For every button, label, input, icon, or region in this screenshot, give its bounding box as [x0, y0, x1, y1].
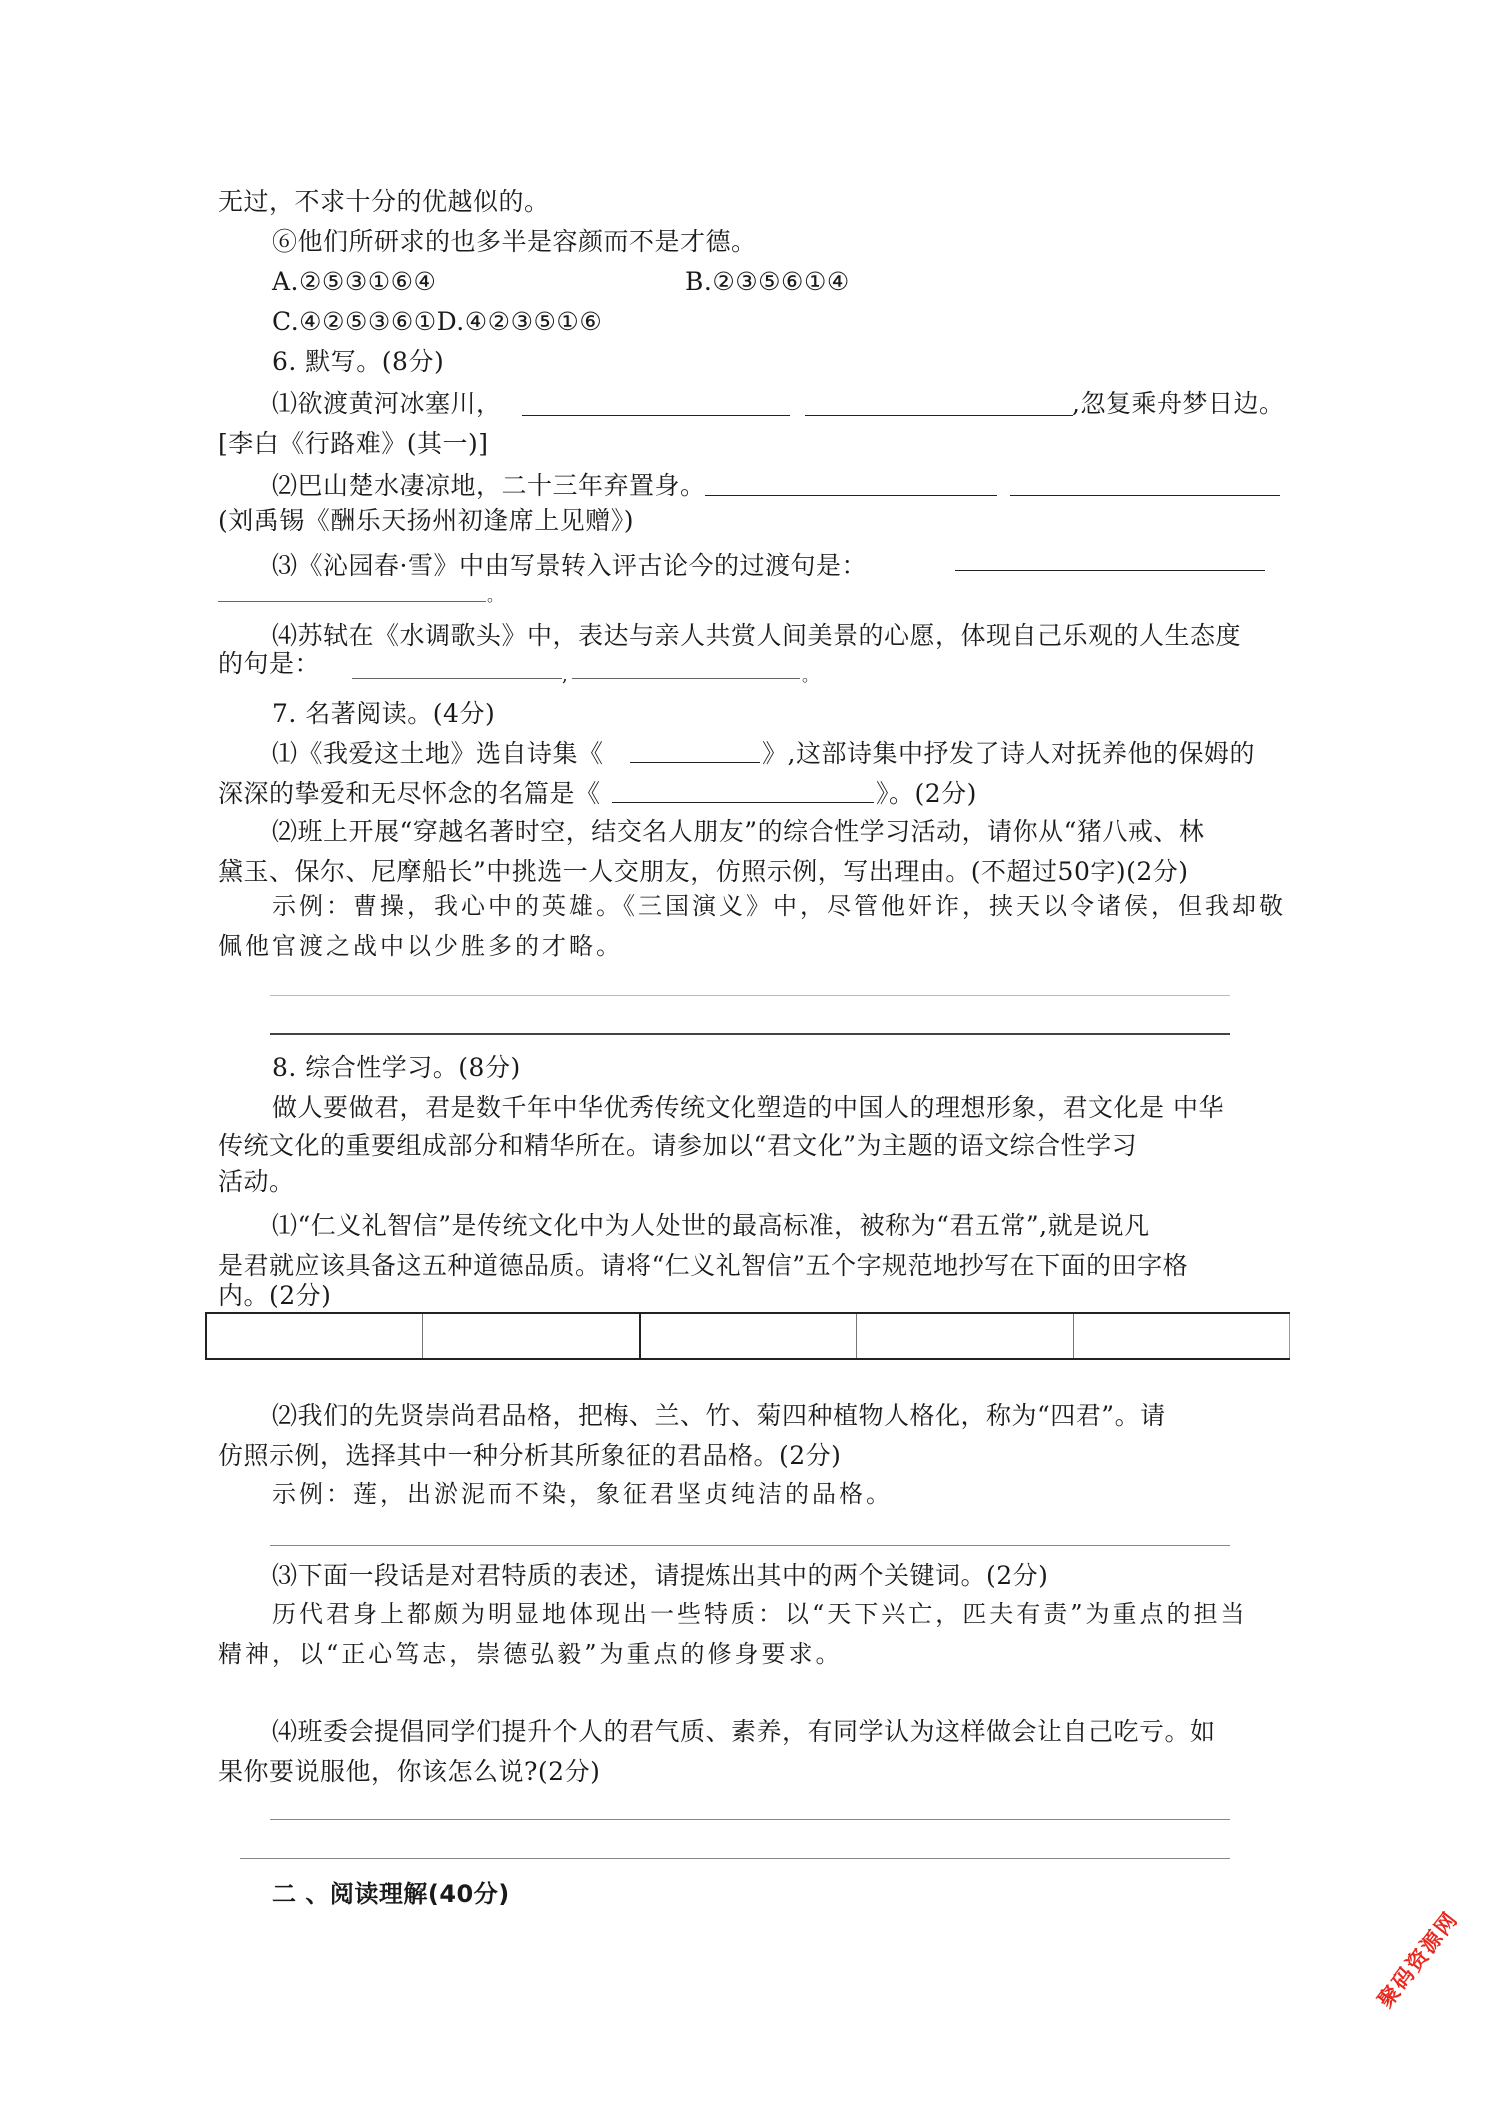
q7-p1-blank-1[interactable] — [630, 762, 760, 763]
q5-option-cd: C.④②⑤③⑥①D.④②③⑤①⑥ — [272, 307, 603, 336]
q8-title: 8. 综合性学习。(8分) — [272, 1053, 521, 1082]
q5-option-a: A.②⑤③①⑥④ — [272, 267, 437, 296]
q8-p2-answer-line[interactable] — [270, 1545, 1230, 1546]
q8-intro-line3: 活动。 — [218, 1167, 295, 1196]
q7-p1-c: 深深的挚爱和无尽怀念的名篇是《 — [218, 779, 601, 808]
q7-p1-d: 》。(2分) — [876, 779, 977, 808]
q5-option-b: B.②③⑤⑥①④ — [685, 267, 850, 296]
section-2-title: 二 、阅读理解(40分) — [272, 1880, 510, 1908]
q8-p4-line1: ⑷班委会提倡同学们提升个人的君气质、素养，有同学认为这样做会让自己吃亏。如 — [272, 1717, 1216, 1746]
q6-p3-prefix: ⑶《沁园春·雪》中由写景转入评古论今的过渡句是： — [272, 551, 867, 580]
q6-p1-blank-1[interactable] — [522, 415, 790, 416]
q6-p1-blank-2[interactable] — [805, 415, 1073, 416]
q6-p2-source: (刘禹锡《酬乐天扬州初逢席上见赠》) — [218, 506, 635, 535]
q8-p2-example: 示例：莲，出淤泥而不染，象征君坚贞纯洁的品格。 — [272, 1480, 893, 1508]
q8-p4-line2: 果你要说服他，你该怎么说?(2分) — [218, 1757, 601, 1786]
grid-cell[interactable] — [422, 1314, 638, 1358]
q5-line-continuation: 无过，不求十分的优越似的。 — [218, 187, 550, 216]
q8-p1-line2: 是君就应该具备这五种道德品质。请将“仁义礼智信”五个字规范地抄写在下面的田字格 — [218, 1251, 1189, 1280]
q6-p4-separator: , — [562, 665, 569, 686]
q7-p1-b: 》,这部诗集中抒发了诗人对抚养他的保姆的 — [762, 739, 1255, 768]
q8-p2-line1: ⑵我们的先贤崇尚君品格，把梅、兰、竹、菊四种植物人格化，称为“四君”。请 — [272, 1401, 1166, 1430]
q5-item-6: ⑥他们所研求的也多半是容颜而不是才德。 — [272, 227, 757, 256]
q7-title: 7. 名著阅读。(4分) — [272, 699, 496, 728]
watermark: 聚码资源网 — [1373, 1906, 1463, 2013]
q6-p2-prefix: ⑵巴山楚水凄凉地，二十三年弃置身。 — [272, 471, 706, 500]
q6-p3-blank-1[interactable] — [955, 570, 1265, 571]
q6-p1-source: [李白《行路难》(其一)] — [218, 429, 489, 458]
grid-cell[interactable] — [1073, 1314, 1290, 1358]
q6-p3-end: 。 — [487, 586, 504, 605]
q6-p1-prefix: ⑴欲渡黄河冰塞川， — [272, 389, 502, 418]
grid-cell[interactable] — [205, 1314, 422, 1358]
q8-p1-line1: ⑴“仁义礼智信”是传统文化中为人处世的最高标准，被称为“君五常”,就是说凡 — [272, 1211, 1150, 1240]
q8-p3-line1: ⑶下面一段话是对君特质的表述，请提炼出其中的两个关键词。(2分) — [272, 1561, 1049, 1590]
tianzige-grid — [205, 1312, 1290, 1360]
q7-p1-a: ⑴《我爱这土地》选自诗集《 — [272, 739, 604, 768]
q6-p4-end: 。 — [802, 666, 819, 685]
q7-answer-line-1[interactable] — [270, 995, 1230, 996]
q8-p3-quote-line2: 精神，以“正心笃志，崇德弘毅”为重点的修身要求。 — [218, 1640, 843, 1668]
q8-p3-quote-line1: 历代君身上都颇为明显地体现出一些特质：以“天下兴亡，匹夫有责”为重点的担当 — [272, 1600, 1248, 1628]
q8-intro-line1: 做人要做君，君是数千年中华优秀传统文化塑造的中国人的理想形象，君文化是 中华 — [272, 1093, 1224, 1122]
grid-cell[interactable] — [639, 1314, 856, 1358]
q6-p4-line2: 的句是： — [218, 649, 321, 678]
q6-p4-blank-2[interactable] — [572, 678, 800, 679]
q7-p1-blank-2[interactable] — [612, 802, 874, 803]
q6-p4-blank-1[interactable] — [352, 678, 562, 679]
q6-p1-suffix: ,忽复乘舟梦日边。 — [1072, 389, 1285, 418]
q6-title: 6. 默写。(8分) — [272, 347, 445, 376]
q6-p2-blank-2[interactable] — [1010, 495, 1280, 496]
grid-cell[interactable] — [856, 1314, 1072, 1358]
q8-p4-answer-line-1[interactable] — [270, 1819, 1230, 1820]
q7-example-line1: 示例：曹操，我心中的英雄。《三国演义》中，尽管他奸诈，挟天以令诸侯，但我却敬 — [272, 892, 1286, 920]
q6-p3-blank-2[interactable] — [218, 601, 486, 602]
q6-p2-blank-1[interactable] — [705, 495, 997, 496]
q7-p2-line1: ⑵班上开展“穿越名著时空，结交名人朋友”的综合性学习活动，请你从“猪八戒、林 — [272, 817, 1205, 846]
q7-p2-line2: 黛玉、保尔、尼摩船长”中挑选一人交朋友，仿照示例，写出理由。(不超过50字)(2分) — [218, 857, 1189, 886]
q6-p4-line1: ⑷苏轼在《水调歌头》中，表达与亲人共赏人间美景的心愿，体现自己乐观的人生态度 — [272, 621, 1242, 650]
q8-p1-line3: 内。(2分) — [218, 1281, 332, 1310]
q8-intro-line2: 传统文化的重要组成部分和精华所在。请参加以“君文化”为主题的语文综合性学习 — [218, 1131, 1138, 1160]
q7-example-line2: 佩他官渡之战中以少胜多的才略。 — [218, 932, 623, 960]
q8-p4-answer-line-2[interactable] — [240, 1858, 1230, 1859]
q8-p2-line2: 仿照示例，选择其中一种分析其所象征的君品格。(2分) — [218, 1441, 842, 1470]
q7-answer-line-2[interactable] — [270, 1033, 1230, 1035]
